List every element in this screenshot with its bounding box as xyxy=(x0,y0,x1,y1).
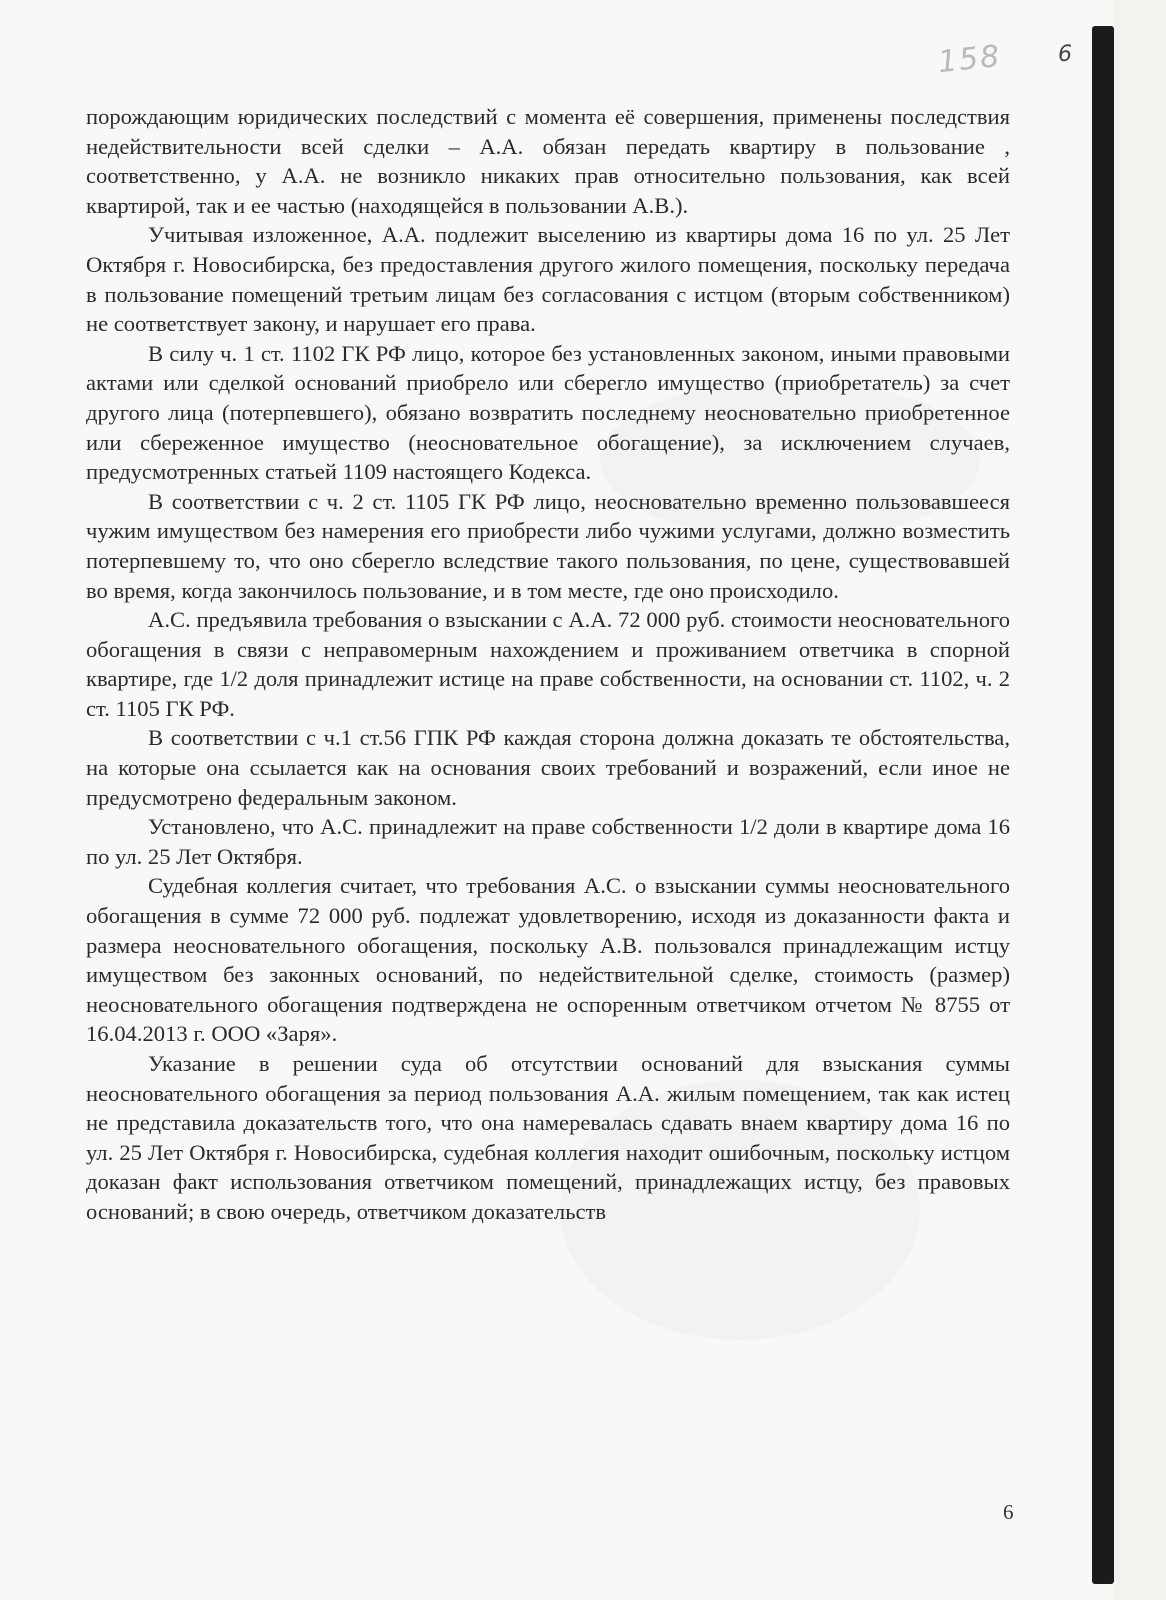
paragraph-8: Судебная коллегия считает, что требования А.С. о взыскании суммы неосновательного обогащения в сумме 72 000 руб. подлежат удовлетворению, исходя из доказанности факта и размера неосновательного обогащения, поскольку А.В. пользовался принадлежащим истцу имуществом без законных оснований, по недействительной сделке, стоимость (размер) неосновательного обогащения подтверждена не оспоренным ответчиком отчетом № 8755 от 16.04.2013 г. ООО «Заря». xyxy=(86,873,1010,1047)
paragraph-6: В соответствии с ч.1 ст.56 ГПК РФ каждая сторона должна доказать те обстоятельства, на которые она ссылается как на основания своих требований и возражений, если иное не предусмотрено федеральным законом. xyxy=(86,725,1010,810)
paragraph-9: Указание в решении суда об отсутствии оснований для взыскания суммы неосновательного обогащения за период пользования А.А. жилым помещением, так как истец не представила доказательств того, что она намеревалась сдавать внаем квартиру дома 16 по ул. 25 Лет Октября г. Новосибирска, судебная коллегия находит ошибочным, поскольку истцом доказан факт использования ответчиком помещений, принадлежащих истцу, без правовых оснований; в свою очередь, ответчиком доказательств xyxy=(86,1051,1010,1224)
paragraph-3: В силу ч. 1 ст. 1102 ГК РФ лицо, которое без установленных законом, иными правовыми актами или сделкой оснований приобрело или сберегло имущество (приобретатель) за счет другого лица (потерпевшего), обязано возвратить последнему неосновательно приобретенное или сбереженное имущество (неосновательное обогащение), за исключением случаев, предусмотренных статьей 1109 настоящего Кодекса. xyxy=(86,340,1010,485)
paragraph-7: Установлено, что А.С. принадлежит на праве собственности 1/2 доли в квартире дома 16 по ул. 25 Лет Октября. xyxy=(86,814,1010,869)
scan-margin xyxy=(1114,0,1166,1600)
paragraph-4: В соответствии с ч. 2 ст. 1105 ГК РФ лицо, неосновательно временно пользовавшееся чужим имуществом без намерения его приобрести либо чужими услугами, должно возместить потерпевшему то, что оно сберегло вследствие такого пользования, по цене, существовавшей во время, когда закончилось пользование, и в том месте, где оно происходило. xyxy=(86,488,1010,603)
paragraph-2: Учитывая изложенное, А.А. подлежит выселению из квартиры дома 16 по ул. 25 Лет Октября г. Новосибирска, без предоставления другого жилого помещения, поскольку передача в пользование помещений третьим лицам без согласования с истцом (вторым собственником) не соответствует закону, и нарушает его права. xyxy=(86,222,1010,337)
handwritten-sheet-number: 158 xyxy=(936,38,1003,81)
page-number: 6 xyxy=(1003,1500,1014,1524)
paragraph-1: порождающим юридических последствий с момента её совершения, применены последствия недействительности всей сделки – А.А. обязан передать квартиру в пользование , соответственно, у А.А. не возникло никаких прав относительно пользования, как всей квартирой, так и ее частью (находящейся в пользовании А.В.). xyxy=(86,104,1010,218)
document-body xyxy=(86,102,1010,1227)
handwritten-page-mark: 6 xyxy=(1058,42,1072,67)
scan-edge-bar xyxy=(1092,26,1114,1584)
paragraph-5: А.С. предъявила требования о взыскании с А.А. 72 000 руб. стоимости неосновательного обогащения в связи с неправомерным нахождением и проживанием ответчика в спорной квартире, где 1/2 доля принадлежит истице на праве собственности, на основании ст. 1102, ч. 2 ст. 1105 ГК РФ. xyxy=(86,607,1010,721)
